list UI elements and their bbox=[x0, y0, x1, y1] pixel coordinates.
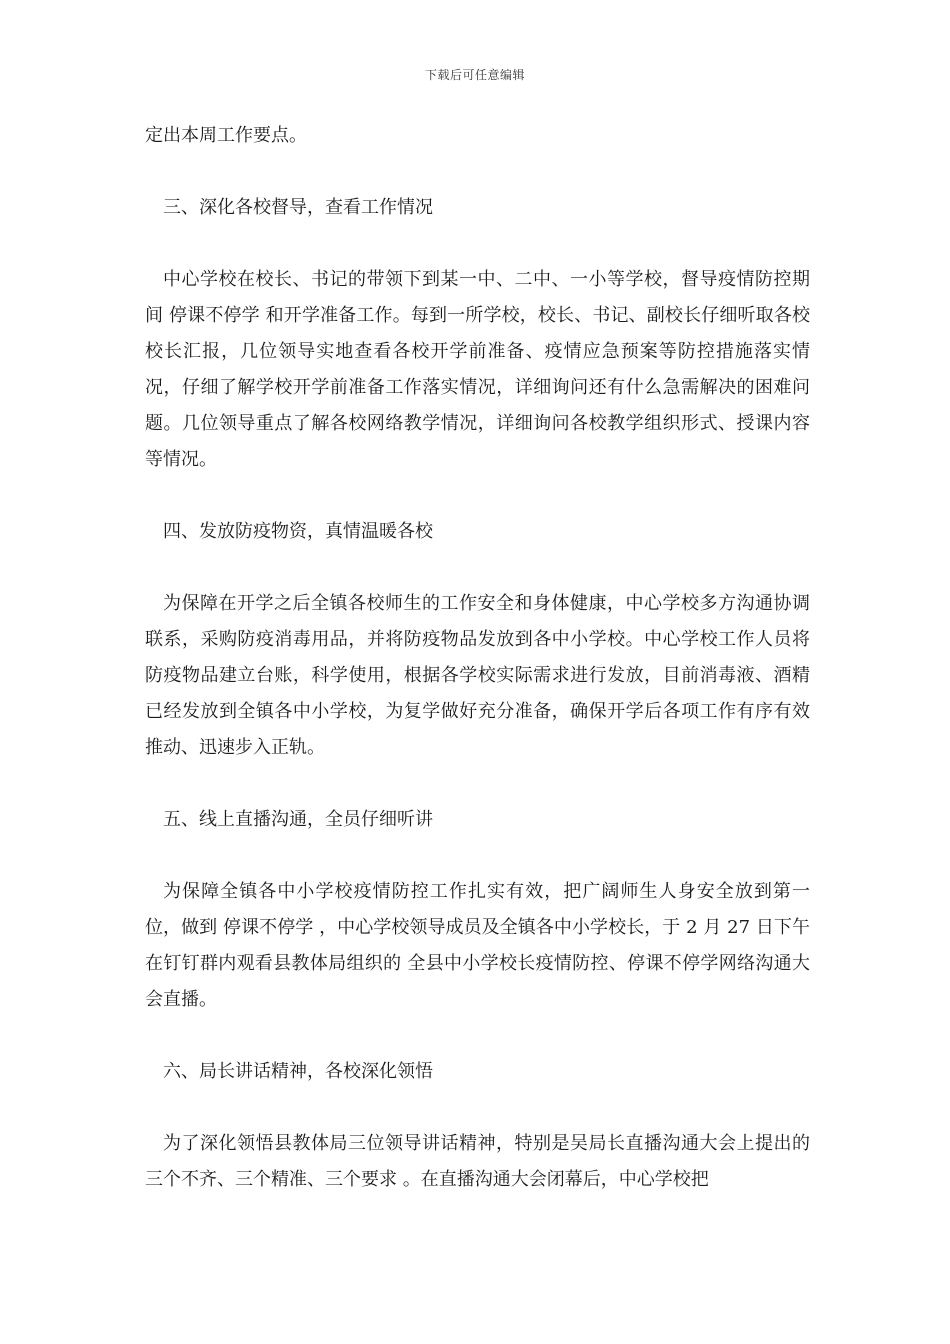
section-heading-4: 四、发放防疫物资，真情温暖各校 bbox=[163, 521, 433, 542]
paragraph-continuation: 定出本周工作要点。 bbox=[145, 125, 307, 146]
section-heading-5: 五、线上直播沟通，全员仔细听讲 bbox=[163, 809, 433, 830]
section-heading-6: 六、局长讲话精神，各校深化领悟 bbox=[163, 1061, 433, 1082]
paragraph-section-5: 为保障全镇各中小学校疫情防控工作扎实有效，把广阔师生人身安全放到第一位，做到 停课不停学 ，中心学校领导成员及全镇各中小学校长，于 2 月 27 日下午在钉钉群内观看县教体局组织的 全县中小学校长疫情防控、停课不停学网络沟通大会直播。 bbox=[145, 881, 810, 1010]
paragraph-section-6: 为了深化领悟县教体局三位领导讲话精神，特别是吴局长直播沟通大会上提出的 三个不齐、三个精准、三个要求 。在直播沟通大会闭幕后，中心学校把 bbox=[145, 1133, 810, 1190]
paragraph-section-4: 为保障在开学之后全镇各校师生的工作安全和身体健康，中心学校多方沟通协调联系，采购防疫消毒用品，并将防疫物品发放到各中小学校。中心学校工作人员将防疫物品建立台账，科学使用，根据各学校实际需求进行发放，目前消毒液、酒精已经发放到全镇各中小学校，为复学做好充分准备，确保开学后各项工作有序有效推动、迅速步入正轨。 bbox=[145, 593, 810, 758]
page-header-note: 下载后可任意编辑 bbox=[424, 68, 525, 82]
paragraph-section-3: 中心学校在校长、书记的带领下到某一中、二中、一小等学校，督导疫情防控期间 停课不停学 和开学准备工作。每到一所学校，校长、书记、副校长仔细听取各校校长汇报，几位领导实地查看各校开学前准备、疫情应急预案等防控措施落实情况，仔细了解学校开学前准备工作落实情况，详细询问还有什么急需解决的困难问题。几位领导重点了解各校网络教学情况，详细询问各校教学组织形式、授课内容等情况。 bbox=[145, 269, 810, 470]
section-heading-3: 三、深化各校督导，查看工作情况 bbox=[163, 197, 433, 218]
document-body bbox=[145, 118, 810, 1198]
